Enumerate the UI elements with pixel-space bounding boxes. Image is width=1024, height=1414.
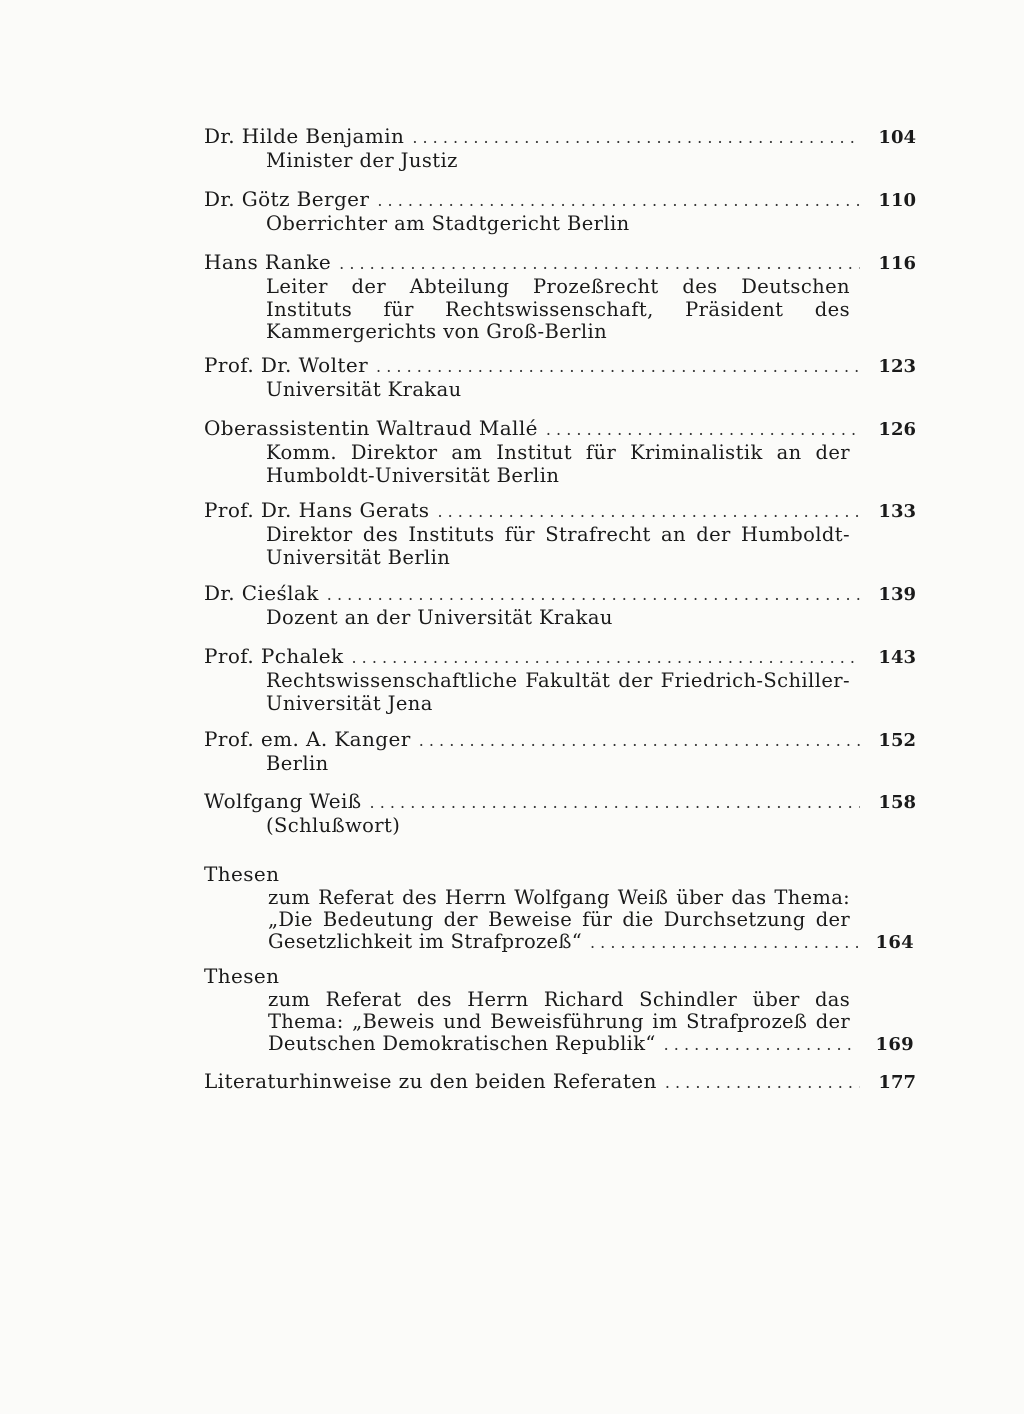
entry-page: 110 (878, 190, 916, 211)
entry-page: 139 (878, 584, 916, 605)
toc-entry (204, 727, 916, 776)
toc-entry (204, 581, 916, 630)
entry-page: 133 (878, 501, 916, 522)
entry-role: Oberrichter am Stadtgericht Berlin (266, 212, 630, 235)
toc-entry (204, 498, 916, 569)
entry-name: Dr. Cieślak (204, 581, 319, 605)
entry-name: Dr. Götz Berger (204, 187, 370, 211)
entry-page: 158 (878, 792, 916, 813)
leader-dots (546, 417, 860, 442)
entry-role: Direktor des Instituts für Strafrecht an der Humboldt-Universität Berlin (266, 523, 850, 569)
entry-name: Prof. Dr. Hans Gerats (204, 498, 430, 522)
entry-page: 126 (878, 419, 916, 440)
entry-name: Prof. Pchalek (204, 644, 344, 668)
leader-dots (412, 125, 860, 150)
entry-role: Minister der Justiz (266, 149, 458, 172)
toc-entry (204, 353, 916, 402)
thesen-line: Gesetzlichkeit im Strafprozeß“ (268, 930, 582, 953)
thesen-title: Thesen (204, 862, 280, 886)
entry-role: Dozent an der Universität Krakau (266, 606, 613, 629)
thesen-line: Deutschen Demokratischen Republik“ (268, 1032, 656, 1055)
toc-entry (204, 789, 916, 838)
entry-name: Prof. em. A. Kanger (204, 727, 411, 751)
entry-role: Rechtswissenschaftliche Fakultät der Friedrich-Schiller-Universität Jena (266, 669, 850, 715)
entry-role: Universität Krakau (266, 378, 462, 401)
toc-entry (204, 250, 916, 344)
leader-dots (351, 645, 860, 670)
entry-name: Oberassistentin Waltraud Mallé (204, 416, 538, 440)
leader-dots (664, 1034, 858, 1056)
leader-dots (377, 188, 860, 213)
thesen-line: Thema: „Beweis und Beweisführung im Strafprozeß der (268, 1010, 850, 1033)
entry-page: 152 (878, 730, 916, 751)
leader-dots (437, 499, 860, 524)
leader-dots (339, 251, 860, 276)
entry-role: Komm. Direktor am Institut für Kriminalistik an der Humboldt-Universität Berlin (266, 441, 850, 487)
entry-page: 104 (878, 127, 916, 148)
leader-dots (327, 582, 860, 607)
toc-entry-literatur (204, 1069, 916, 1095)
thesen-line: zum Referat des Herrn Wolfgang Weiß über das Thema: (268, 886, 850, 909)
entry-name: Hans Ranke (204, 250, 332, 274)
thesen-section (204, 862, 916, 954)
toc-entry (204, 416, 916, 487)
thesen-page: 164 (875, 932, 914, 953)
entry-page: 177 (878, 1072, 916, 1093)
entry-name: Wolfgang Weiß (204, 789, 362, 813)
thesen-line: zum Referat des Herrn Richard Schindler über das (268, 988, 850, 1011)
toc-entry (204, 124, 916, 173)
entry-role: Berlin (266, 752, 329, 775)
leader-dots (376, 354, 860, 379)
toc-entry (204, 644, 916, 715)
thesen-title: Thesen (204, 964, 280, 988)
leader-dots (665, 1070, 860, 1095)
leader-dots (590, 932, 858, 954)
entry-name: Prof. Dr. Wolter (204, 353, 369, 377)
entry-name: Literaturhinweise zu den beiden Referaten (204, 1069, 657, 1093)
thesen-page: 169 (875, 1034, 914, 1055)
thesen-section (204, 964, 916, 1056)
entry-page: 143 (878, 647, 916, 668)
thesen-line: „Die Bedeutung der Beweise für die Durchsetzung der (268, 908, 850, 931)
entry-page: 123 (878, 356, 916, 377)
entry-role: Leiter der Abteilung Prozeßrecht des Deutschen Instituts für Rechtswissenschaft, Präsident des Kammergerichts von Groß-Berlin (266, 275, 850, 343)
entry-name: Dr. Hilde Benjamin (204, 124, 405, 148)
entry-page: 116 (878, 253, 916, 274)
leader-dots (370, 790, 860, 815)
leader-dots (419, 728, 860, 753)
entry-role: (Schlußwort) (266, 814, 401, 837)
toc-entry (204, 187, 916, 236)
